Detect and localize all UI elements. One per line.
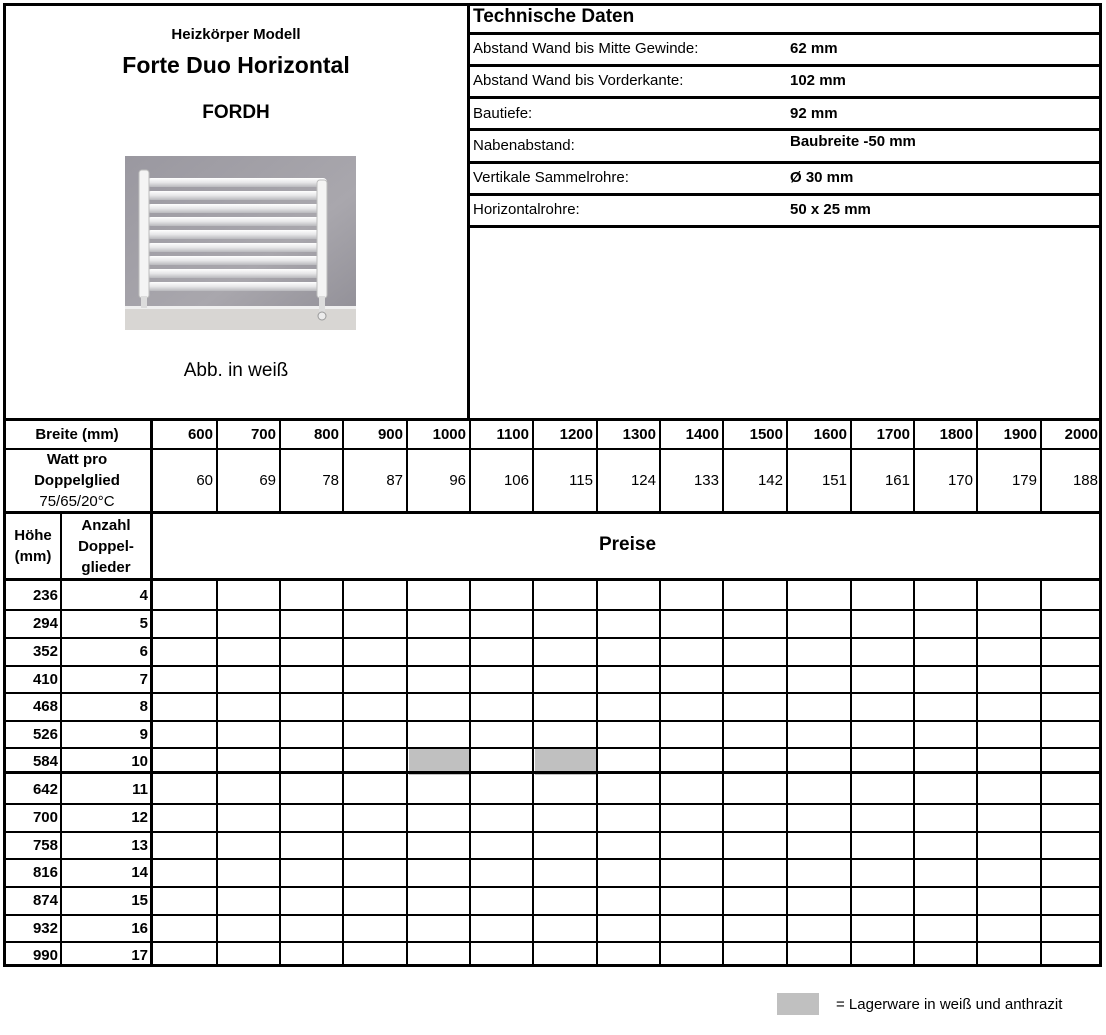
price-column-line	[469, 578, 471, 967]
prices-label: Preise	[598, 534, 657, 555]
width-value: 2000	[1064, 426, 1098, 443]
row-height: 642	[32, 781, 58, 798]
price-column-line	[216, 578, 218, 967]
row-height: 584	[32, 753, 58, 770]
tech-row-line	[467, 193, 1102, 196]
row-height: 990	[32, 947, 58, 964]
row-count: 9	[139, 726, 148, 743]
tech-value: 62 mm	[790, 40, 838, 57]
row-height: 352	[32, 643, 58, 660]
width-value: 700	[250, 426, 276, 443]
row-count: 10	[131, 753, 148, 770]
watt-value: 170	[947, 472, 973, 489]
width-value: 1900	[1003, 426, 1037, 443]
row-count: 16	[131, 920, 148, 937]
row-count: 11	[132, 781, 148, 798]
row-height: 294	[32, 615, 58, 632]
watt-value: 78	[322, 472, 339, 489]
row-count: 6	[139, 643, 148, 660]
width-value: 1100	[496, 426, 529, 443]
width-value: 1300	[622, 426, 656, 443]
header-line	[3, 578, 1102, 581]
row-line	[3, 665, 1102, 667]
watt-label-line3: 75/65/20°C	[39, 493, 115, 510]
row-line	[3, 609, 1102, 611]
width-label: Breite (mm)	[35, 426, 119, 443]
row-count: 17	[131, 947, 148, 964]
row-line	[3, 858, 1102, 860]
tech-row-line	[467, 96, 1102, 99]
price-column-line	[722, 578, 724, 967]
row-height: 816	[32, 864, 58, 881]
count-label-line3: glieder	[81, 559, 131, 576]
price-column-line	[532, 578, 534, 967]
price-column-line	[342, 578, 344, 967]
width-value: 1000	[432, 426, 466, 443]
legend-text: = Lagerware in weiß und anthrazit	[836, 996, 1063, 1013]
tech-row-line	[467, 64, 1102, 67]
row-line	[3, 637, 1102, 639]
price-column-line	[913, 578, 915, 967]
group-line	[3, 771, 1102, 774]
price-column-line	[1040, 578, 1042, 967]
header-line	[3, 511, 1102, 514]
watt-value: 124	[630, 472, 656, 489]
row-line	[3, 747, 1102, 749]
width-value: 900	[377, 426, 403, 443]
row-count: 8	[139, 698, 148, 715]
height-label-line2: (mm)	[14, 548, 52, 565]
row-line	[3, 720, 1102, 722]
watt-value: 60	[196, 472, 213, 489]
tech-row-line	[467, 225, 1102, 228]
watt-value: 87	[386, 472, 403, 489]
row-line	[3, 831, 1102, 833]
tech-label: Bautiefe:	[473, 105, 533, 122]
model-title: Forte Duo Horizontal	[122, 52, 350, 78]
watt-label-line1: Watt pro	[46, 451, 108, 468]
watt-value: 179	[1011, 472, 1037, 489]
watt-value: 161	[884, 472, 910, 489]
watt-value: 133	[693, 472, 719, 489]
width-value: 800	[313, 426, 339, 443]
watt-value: 106	[503, 472, 529, 489]
width-value: 1200	[559, 426, 593, 443]
model-subtitle: Heizkörper Modell	[171, 26, 301, 43]
price-column-line	[406, 578, 408, 967]
row-count: 5	[139, 615, 148, 632]
price-column-line	[976, 578, 978, 967]
count-label-line1: Anzahl	[81, 517, 131, 534]
row-line	[3, 914, 1102, 916]
width-value: 1700	[876, 426, 910, 443]
row-count: 12	[131, 809, 148, 826]
count-label-line2: Doppel-	[78, 538, 134, 555]
watt-value: 69	[259, 472, 276, 489]
model-code: FORDH	[202, 102, 270, 123]
row-height: 932	[32, 920, 58, 937]
header-line	[3, 448, 1102, 450]
tech-value: Ø 30 mm	[790, 169, 854, 186]
row-height: 526	[32, 726, 58, 743]
width-value: 1400	[685, 426, 719, 443]
width-value: 1800	[939, 426, 973, 443]
watt-value: 115	[569, 472, 593, 489]
tech-title: Technische Daten	[473, 6, 635, 27]
tech-row-line	[467, 32, 1102, 35]
row-count: 13	[131, 837, 148, 854]
legend-swatch	[777, 993, 819, 1015]
width-value: 1600	[813, 426, 847, 443]
tech-label: Nabenabstand:	[473, 137, 575, 154]
price-column-line	[850, 578, 852, 967]
watt-value: 96	[449, 472, 466, 489]
row-count: 14	[131, 864, 148, 881]
row-height: 874	[32, 892, 58, 909]
row-height: 700	[32, 809, 58, 826]
height-label-line1: Höhe	[14, 527, 52, 544]
row-height: 468	[32, 698, 58, 715]
row-line	[3, 803, 1102, 805]
row-line	[3, 941, 1102, 943]
tech-value: 92 mm	[790, 105, 838, 122]
tech-row-line	[467, 128, 1102, 131]
row-height: 410	[32, 671, 58, 688]
watt-value: 151	[821, 472, 847, 489]
radiator-image	[125, 156, 356, 330]
price-column-line	[596, 578, 598, 967]
row-line	[3, 886, 1102, 888]
tech-value: Baubreite -50 mm	[790, 133, 916, 150]
price-column-line	[786, 578, 788, 967]
tech-value: 102 mm	[790, 72, 846, 89]
width-value: 600	[187, 426, 213, 443]
tech-label: Horizontalrohre:	[473, 201, 580, 218]
row-count: 15	[131, 892, 148, 909]
tech-label: Abstand Wand bis Vorderkante:	[473, 72, 684, 89]
table-top-line	[3, 418, 1102, 421]
watt-label-line2: Doppelglied	[34, 472, 120, 489]
watt-value: 188	[1072, 472, 1098, 489]
row-line	[3, 692, 1102, 694]
image-caption: Abb. in weiß	[183, 360, 289, 381]
label-column-line	[150, 418, 153, 967]
price-column-line	[279, 578, 281, 967]
row-count: 7	[139, 671, 148, 688]
width-value: 1500	[749, 426, 783, 443]
tech-row-line	[467, 161, 1102, 164]
row-height: 758	[32, 837, 58, 854]
row-height: 236	[32, 587, 58, 604]
price-column-line	[659, 578, 661, 967]
row-count: 4	[139, 587, 148, 604]
tech-value: 50 x 25 mm	[790, 201, 871, 218]
tech-label: Abstand Wand bis Mitte Gewinde:	[473, 40, 699, 57]
watt-value: 142	[757, 472, 783, 489]
tech-label: Vertikale Sammelrohre:	[473, 169, 629, 186]
